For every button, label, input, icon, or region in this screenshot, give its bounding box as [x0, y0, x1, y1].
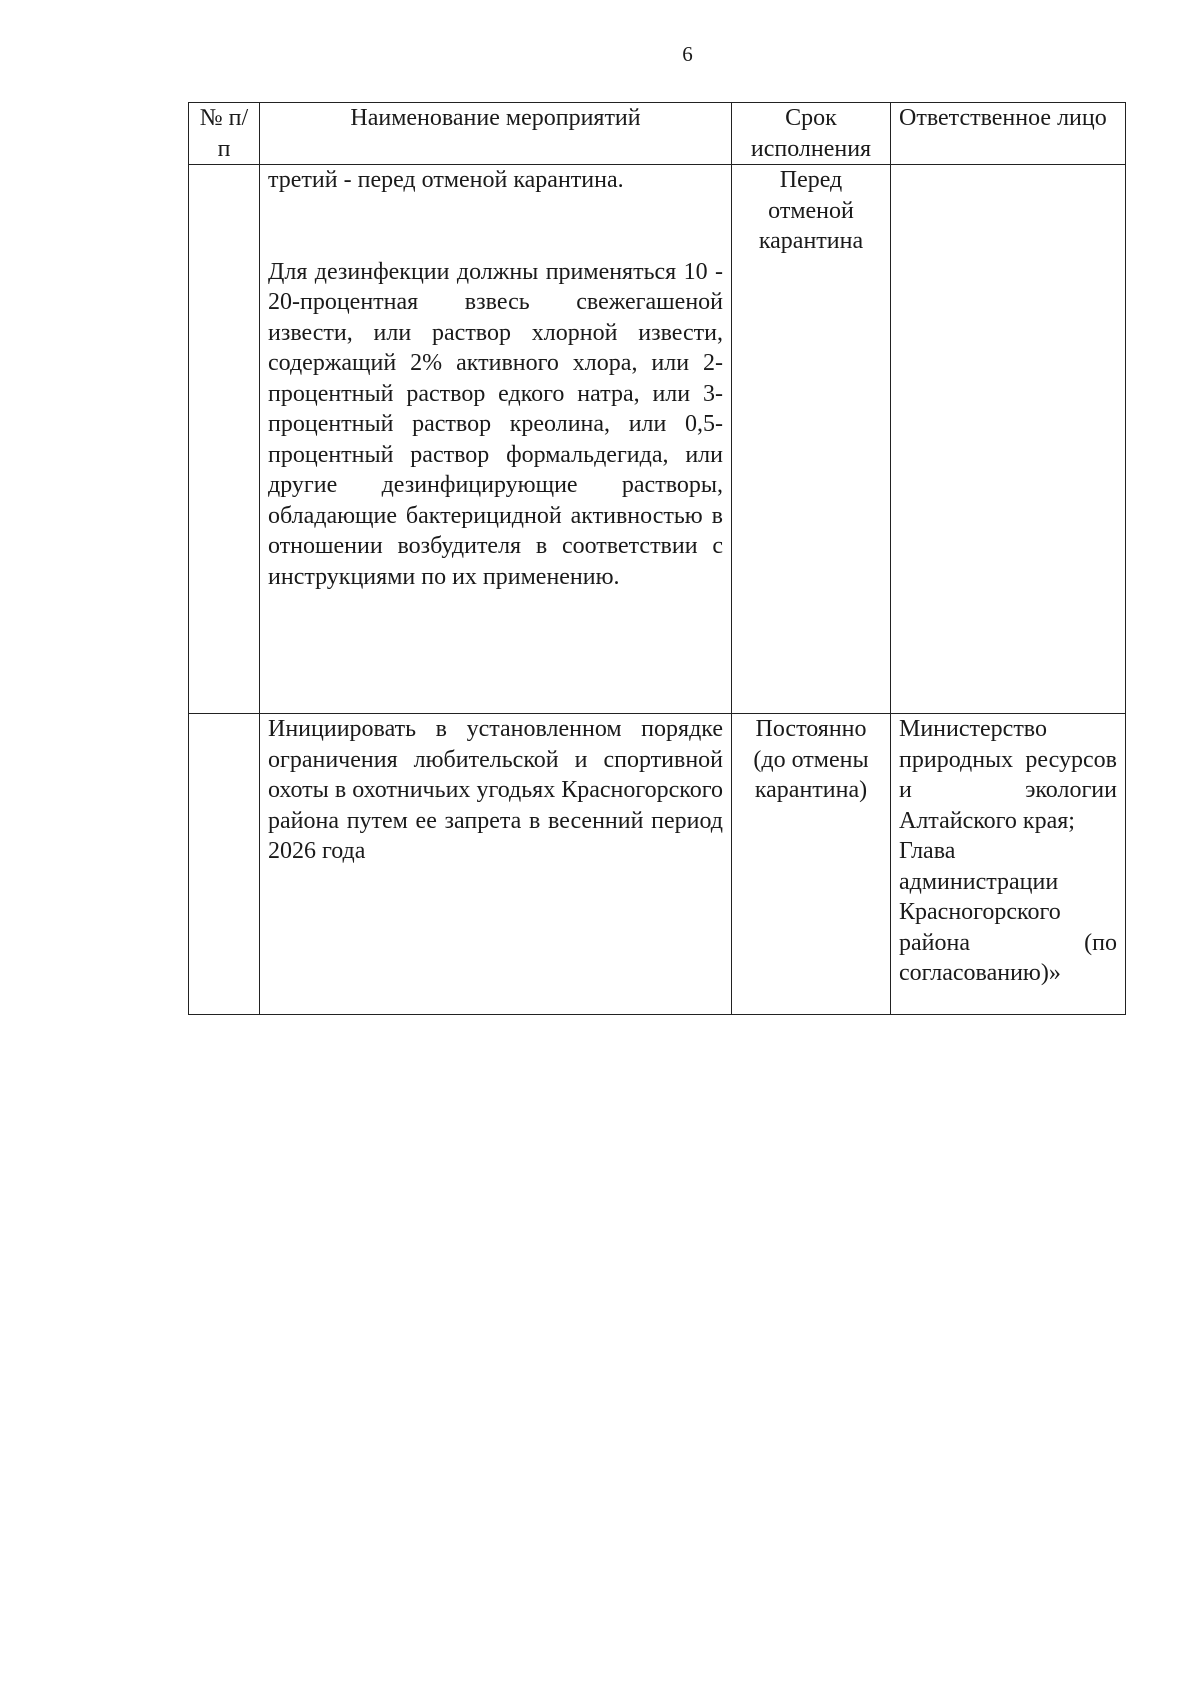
header-deadline: Срок исполнения [732, 103, 891, 165]
row-number-cell [189, 165, 260, 714]
page-number: 6 [682, 42, 693, 66]
deadline-cell: Постоянно (до отмены карантина) [732, 714, 891, 1015]
table-header-row [189, 103, 1126, 165]
measures-table [188, 102, 1126, 1015]
header-number: № п/п [189, 103, 260, 165]
table-row [189, 714, 1126, 1015]
responsible-cell [891, 165, 1126, 714]
responsible-head: Глава администрации Красногорского района (по согласованию)» [899, 838, 1117, 986]
header-responsible: Ответственное лицо [891, 103, 1126, 165]
measure-name-cell [260, 165, 732, 714]
paragraph-gap [268, 196, 723, 257]
row-number-cell [189, 714, 260, 1015]
header-measure-name: Наименование мероприятий [260, 103, 732, 165]
table-row [189, 165, 1126, 714]
measure-name-cell: Инициировать в установленном порядке ограничения любительской и спортивной охоты в охотничьих угодьях Красногорского района путем ее запрета в весенний период 2026 года [260, 714, 732, 1015]
measure-text: Для дезинфекции должны применяться 10 - 20-процентная взвесь свежегашеной извести, или раствор хлорной извести, содержащий 2% активного хлора, или 2-процентный раствор едкого натра, или 3-процентный раствор креолина, или 0,5-процентный раствор формальдегида, или другие дезинфицирующие растворы, обладающие бактерицидной активностью в отношении возбудителя в соответствии с инструкциями по их применению. [268, 258, 723, 590]
responsible-ministry: Министерство природных ресурсов и экологии Алтайского края; [899, 716, 1117, 834]
measure-continuation-text: третий - перед отменой карантина. [268, 167, 624, 193]
deadline-cell: Перед отменой карантина [732, 165, 891, 714]
responsible-cell [891, 714, 1126, 1015]
